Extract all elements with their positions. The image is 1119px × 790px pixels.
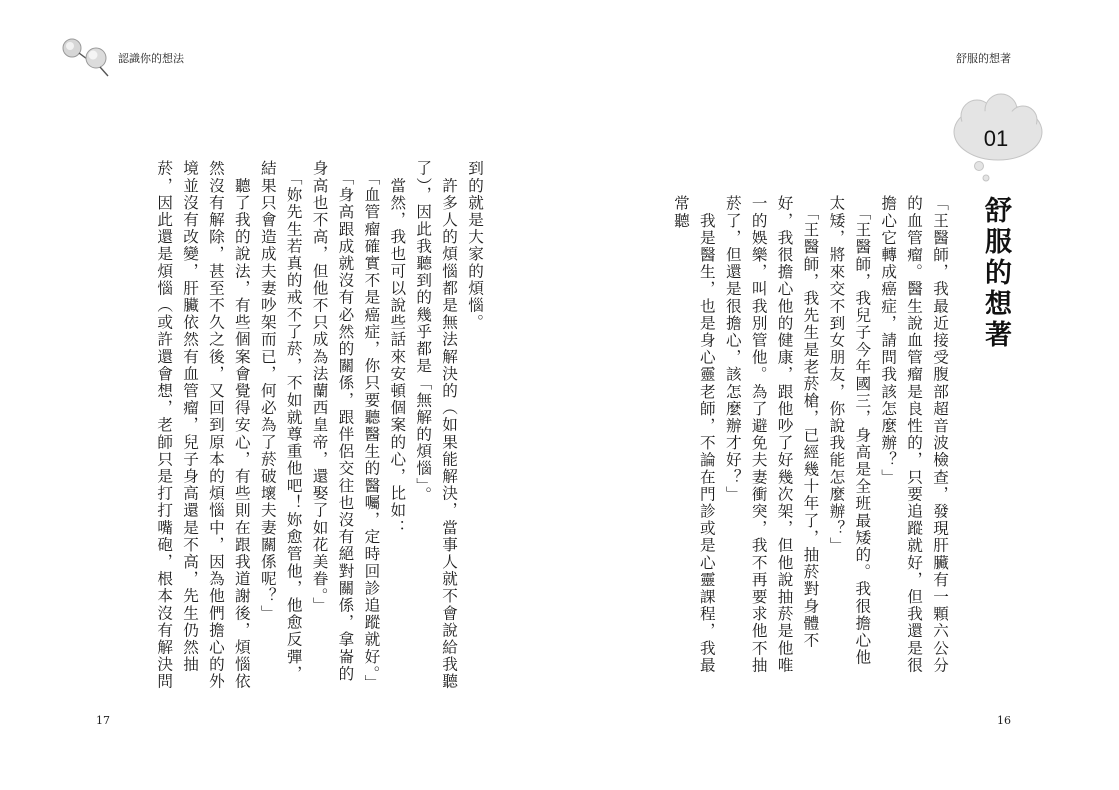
paragraph: 許多人的煩惱都是無法解決的（如果能解決，當事人就不會說給我聽了），因此我聽到的幾乎都是「無解的煩惱」。 <box>414 160 459 691</box>
left-page <box>0 0 559 790</box>
paragraph: 「王醫師，我最近接受腹部超音波檢查，發現肝臟有一顆六公分的血管瘤。醫生說血管瘤是良性的，只要追蹤就好，但我還是很擔心它轉成癌症，請問我該怎麼辦？」 <box>879 195 949 674</box>
paragraph: 「妳先生若真的戒不了菸，不如就尊重他吧！妳愈管他，他愈反彈，結果只會造成夫妻吵架而已，何必為了菸破壞夫妻關係呢？」 <box>258 160 303 683</box>
chapter-number: 01 <box>983 126 1009 151</box>
running-head: 認識你的想法 <box>118 52 184 65</box>
decorative-logo <box>60 36 114 78</box>
running-head: 舒服的想著 <box>956 52 1011 65</box>
body-text <box>667 195 952 680</box>
paragraph: 「王醫師，我先生是老菸槍，已經幾十年了，抽菸對身體不好，我很擔心他的健康，跟他吵了好幾次架，但他說抽菸是他唯一的娛樂，叫我別管他。為了避免夫妻衝突，我不再要求他不抽菸了，但還是很擔心，該怎麼辦才好？」 <box>723 195 820 674</box>
chapter-title: 舒服的想著 <box>980 196 1011 351</box>
paragraph: 聽了我的說法，有些個案會覺得安心，有些則在跟我道謝後，煩惱依然沒有解除，甚至不久之後，又回到原本的煩惱中，因為他們擔心的外境並沒有改變，肝臟依然有血管瘤，兒子身高還是不高，先生仍然抽菸，因此還是煩惱（或許還會想，老師只是打打嘴砲，根本沒有解決問 <box>155 160 251 691</box>
paragraph: 當然，我也可以說些話來安頓個案的心，比如： <box>388 160 407 537</box>
paragraph: 「王醫師，我兒子今年國三，身高是全班最矮的。我很擔心他太矮，將來交不到女朋友，你說我能怎麼辦？」 <box>827 195 872 666</box>
body-text <box>150 160 487 695</box>
paragraph: 我是醫生，也是身心靈老師，不論在門診或是心靈課程，我最常聽 <box>671 195 716 674</box>
page-number: 17 <box>96 714 110 727</box>
paragraph: 「血管瘤確實不是癌症，你只要聽醫生的醫囑，定時回診追蹤就好。」 <box>362 160 381 692</box>
paragraph: 「身高跟成就沒有必然的關係，跟伴侶交往也沒有絕對關係，拿崙的身高也不高，但他不只成為法蘭西皇帝，還娶了如花美眷。」 <box>310 160 355 683</box>
page-number: 16 <box>997 714 1011 727</box>
right-page <box>559 0 1119 790</box>
paragraph: 到的就是大家的煩惱。 <box>466 160 484 331</box>
